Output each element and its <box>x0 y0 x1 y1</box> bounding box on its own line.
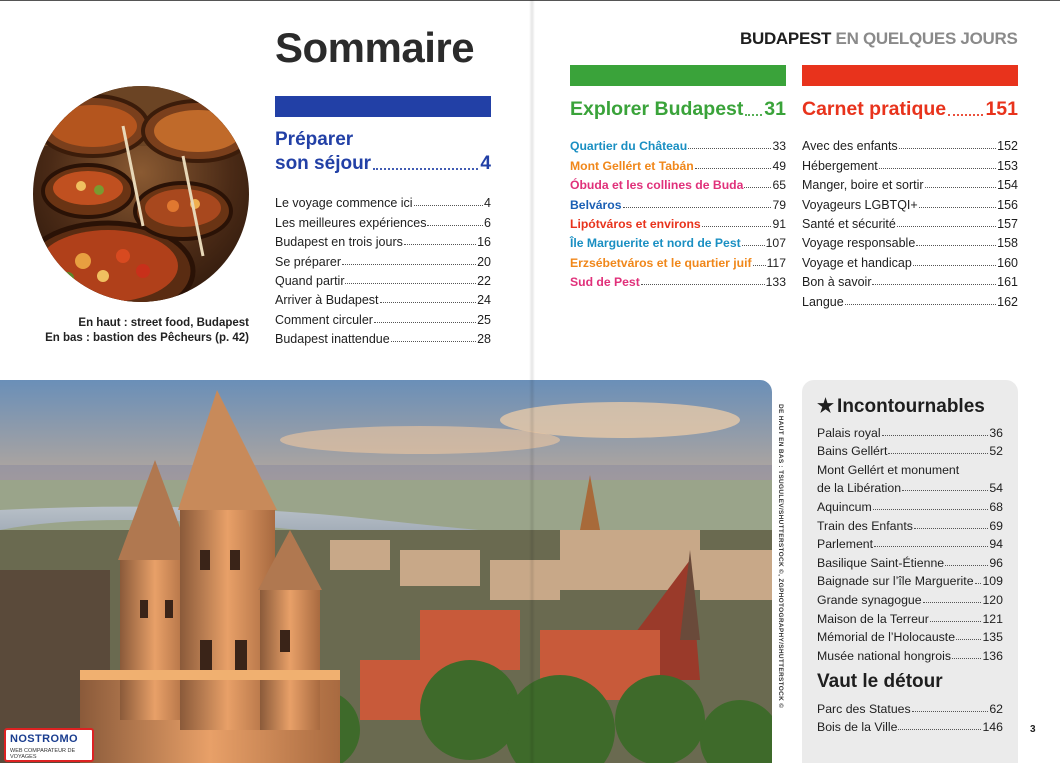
toc-entry[interactable] <box>802 289 1018 308</box>
toc-entry-page: 68 <box>989 499 1003 514</box>
toc-entry-page: 52 <box>989 444 1003 459</box>
dot-leader <box>374 322 476 323</box>
dot-leader <box>923 602 982 603</box>
toc-entry[interactable] <box>275 230 491 249</box>
toc-entry-label: Bois de la Ville <box>817 720 898 735</box>
dot-leader <box>744 187 771 188</box>
toc-entry-label: Mont Gellért et Tabán <box>570 158 694 173</box>
dot-leader <box>872 284 996 285</box>
toc-entry-label: Budapest en trois jours <box>275 235 403 250</box>
toc-entry[interactable] <box>817 551 1003 570</box>
page-number: 3 <box>1030 724 1036 735</box>
dot-leader <box>688 148 771 149</box>
toc-entry[interactable] <box>275 191 491 210</box>
toc-entry-label: Île Marguerite et nord de Pest <box>570 236 741 251</box>
toc-entry-erzsebetvaros[interactable] <box>570 250 786 269</box>
dot-leader <box>623 207 772 208</box>
dot-leader <box>925 187 997 188</box>
toc-entry-label: Parlement <box>817 537 874 552</box>
toc-entry-label: Comment circuler <box>275 312 373 327</box>
toc-entry-page: 62 <box>989 701 1003 716</box>
toc-entry-label: Mont Gellért et monument <box>817 462 960 477</box>
toc-entry[interactable] <box>275 249 491 268</box>
toc-entry[interactable] <box>802 231 1018 250</box>
street-food-photo <box>33 86 249 302</box>
toc-entry-label: Belváros <box>570 197 622 212</box>
toc-entry-label: Basilique Saint-Étienne <box>817 555 945 570</box>
dot-leader <box>404 244 476 245</box>
spread-fold <box>529 0 535 763</box>
toc-entry[interactable] <box>275 269 491 288</box>
star-icon: ★ <box>817 396 835 417</box>
dot-leader <box>898 729 981 730</box>
caption-line-bottom: En bas : bastion des Pêcheurs (p. 42) <box>45 332 249 344</box>
toc-entry-page: 36 <box>989 425 1003 440</box>
toc-list-incontournables <box>817 421 1003 663</box>
dot-leader <box>391 341 476 342</box>
toc-entry-label: Quand partir <box>275 273 345 288</box>
logo-name: NOSTROMO <box>10 733 78 745</box>
toc-entry-label-continued: de la Libération <box>817 481 902 496</box>
dot-leader <box>913 265 996 266</box>
toc-entry[interactable] <box>817 626 1003 645</box>
dot-leader <box>873 509 989 510</box>
toc-entry[interactable] <box>817 588 1003 607</box>
toc-entry-page: 65 <box>772 178 786 193</box>
toc-entry-label: Mémorial de l’Holocauste <box>817 630 956 645</box>
toc-entry-first-line[interactable] <box>817 458 1003 477</box>
toc-entry[interactable] <box>275 210 491 229</box>
section-page-number: 151 <box>985 98 1018 120</box>
dot-leader <box>874 546 988 547</box>
heading-line-1: Préparer <box>275 129 354 150</box>
toc-entry[interactable] <box>802 250 1018 269</box>
toc-entry-obuda[interactable] <box>570 173 786 192</box>
dot-leader <box>345 283 476 284</box>
toc-entry[interactable] <box>817 421 1003 440</box>
toc-entry-page: 79 <box>772 197 786 212</box>
toc-entry-label: Se préparer <box>275 254 342 269</box>
photo-credit <box>772 404 786 709</box>
toc-entry-label: Bon à savoir <box>802 275 872 290</box>
toc-entry-label: Parc des Statues <box>817 701 911 716</box>
page-title: Sommaire <box>275 24 475 71</box>
toc-entry[interactable] <box>817 440 1003 459</box>
toc-entry[interactable] <box>817 607 1003 626</box>
toc-entry-page: 154 <box>997 178 1018 193</box>
toc-entry-label: Palais royal <box>817 425 881 440</box>
toc-entry-page: 6 <box>484 215 491 230</box>
toc-entry-quartier-chateau[interactable] <box>570 134 786 153</box>
running-header-subtitle: EN QUELQUES JOURS <box>835 29 1018 48</box>
toc-entry-label: Bains Gellért <box>817 444 888 459</box>
toc-entry-page: 96 <box>989 555 1003 570</box>
dot-leader <box>845 304 996 305</box>
dot-leader <box>888 453 988 454</box>
toc-entry[interactable] <box>802 134 1018 153</box>
toc-entry-page: 4 <box>484 196 491 211</box>
toc-entry-page: 133 <box>765 275 786 290</box>
dot-leader <box>914 528 988 529</box>
toc-list-detour <box>817 697 1003 734</box>
toc-entry[interactable] <box>802 270 1018 289</box>
dot-leader <box>945 565 988 566</box>
toc-entry-belvaros[interactable] <box>570 192 786 211</box>
dot-leader <box>414 205 483 206</box>
dot-leader <box>373 168 478 170</box>
dot-leader <box>745 114 762 116</box>
dot-leader <box>902 490 988 491</box>
incontournables-heading <box>817 395 985 418</box>
toc-entry-page: 162 <box>997 294 1018 309</box>
toc-entry-page: 158 <box>997 236 1018 251</box>
toc-entry-label: Óbuda et les collines de Buda <box>570 178 744 193</box>
toc-entry[interactable] <box>802 173 1018 192</box>
toc-list-explorer <box>570 134 786 289</box>
toc-entry[interactable] <box>817 570 1003 589</box>
dot-leader <box>882 435 989 436</box>
section-heading-label: Explorer Budapest <box>570 98 744 120</box>
toc-entry-label: Erzsébetváros et le quartier juif <box>570 255 752 270</box>
dot-leader <box>897 226 996 227</box>
section-heading-label: Carnet pratique <box>802 98 947 120</box>
toc-entry-label: Arriver à Budapest <box>275 293 379 308</box>
dot-leader <box>695 168 772 169</box>
dot-leader <box>919 207 996 208</box>
dot-leader <box>952 658 981 659</box>
toc-entry-page: 117 <box>766 255 786 270</box>
toc-entry-page: 22 <box>477 273 491 288</box>
heading-line-2: son séjour <box>275 153 372 174</box>
toc-list-preparer <box>275 191 491 346</box>
incontournables-label: Incontournables <box>837 396 985 417</box>
dot-leader <box>879 168 996 169</box>
toc-entry[interactable] <box>817 533 1003 552</box>
toc-entry[interactable] <box>817 477 1003 496</box>
toc-entry-label: Santé et sécurité <box>802 216 896 231</box>
section-heading-explorer[interactable] <box>570 96 786 122</box>
toc-list-carnet <box>802 134 1018 309</box>
toc-entry[interactable] <box>275 288 491 307</box>
section-bar-blue <box>275 96 491 117</box>
toc-entry-page: 153 <box>997 158 1018 173</box>
toc-entry-page: 120 <box>982 592 1003 607</box>
toc-entry-page: 146 <box>982 720 1003 735</box>
dot-leader <box>380 302 477 303</box>
toc-entry-page: 54 <box>989 481 1003 496</box>
toc-entry-page: 157 <box>997 216 1018 231</box>
toc-entry[interactable] <box>817 697 1003 716</box>
toc-entry-page: 160 <box>997 255 1018 270</box>
dot-leader <box>956 639 981 640</box>
section-page-number: 31 <box>764 98 786 120</box>
dot-leader <box>975 583 982 584</box>
toc-entry-label: Avec des enfants <box>802 139 898 154</box>
toc-entry-page: 161 <box>997 275 1018 290</box>
toc-entry[interactable] <box>275 327 491 346</box>
toc-entry-page: 28 <box>477 332 491 347</box>
toc-entry[interactable] <box>802 153 1018 172</box>
section-page-number: 4 <box>480 153 491 174</box>
toc-entry[interactable] <box>817 495 1003 514</box>
toc-entry-page: 156 <box>997 197 1018 212</box>
toc-entry-label: Manger, boire et sortir <box>802 178 924 193</box>
toc-entry-page: 33 <box>772 139 786 154</box>
toc-entry-label: Voyageurs LGBTQI+ <box>802 197 918 212</box>
toc-entry-label: Voyage et handicap <box>802 255 912 270</box>
toc-entry-label: Hébergement <box>802 158 878 173</box>
fishermens-bastion-photo <box>0 380 772 763</box>
toc-entry-page: 49 <box>772 158 786 173</box>
dot-leader <box>912 711 989 712</box>
toc-entry-label: Musée national hongrois <box>817 648 951 663</box>
toc-entry-lipotvaros[interactable] <box>570 212 786 231</box>
toc-entry-label: Lipótváros et environs <box>570 216 701 231</box>
toc-entry-label: Baignade sur l’île Marguerite <box>817 574 974 589</box>
toc-entry-page: 135 <box>982 630 1003 645</box>
toc-entry-label: Aquincum <box>817 499 872 514</box>
toc-entry[interactable] <box>817 644 1003 663</box>
dot-leader <box>948 114 983 116</box>
toc-entry-label: Les meilleures expériences <box>275 215 427 230</box>
toc-entry-label: Maison de la Terreur <box>817 611 929 626</box>
running-header-city: BUDAPEST <box>740 29 832 48</box>
toc-entry-page: 107 <box>765 236 786 251</box>
toc-entry-label: Langue <box>802 294 844 309</box>
toc-entry-mont-gellert[interactable] <box>570 153 786 172</box>
section-bar-green <box>570 65 786 86</box>
toc-entry-label: Quartier du Château <box>570 139 688 154</box>
logo-tagline: WEB COMPARATEUR DE VOYAGES <box>10 748 76 760</box>
toc-entry-page: 69 <box>989 518 1003 533</box>
toc-entry-label: Train des Enfants <box>817 518 913 533</box>
toc-entry-page: 25 <box>477 312 491 327</box>
dot-leader <box>930 621 982 622</box>
toc-entry-page: 20 <box>477 254 491 269</box>
toc-entry[interactable] <box>802 212 1018 231</box>
detour-heading: Vaut le détour <box>817 671 943 692</box>
dot-leader <box>427 225 483 226</box>
dot-leader <box>753 265 766 266</box>
toc-entry-page: 109 <box>982 574 1003 589</box>
toc-entry[interactable] <box>275 307 491 326</box>
toc-entry-page: 121 <box>982 611 1003 626</box>
toc-entry-label: Grande synagogue <box>817 592 922 607</box>
dot-leader <box>342 264 476 265</box>
dot-leader <box>899 148 996 149</box>
toc-entry-page: 152 <box>997 139 1018 154</box>
nostromo-logo <box>4 728 94 762</box>
toc-entry[interactable] <box>817 716 1003 735</box>
dot-leader <box>742 245 765 246</box>
toc-entry[interactable] <box>817 514 1003 533</box>
toc-entry-label: Voyage responsable <box>802 236 916 251</box>
toc-entry-label: Le voyage commence ici <box>275 196 413 211</box>
toc-entry-page: 136 <box>982 648 1003 663</box>
toc-entry-label: Sud de Pest <box>570 275 640 290</box>
running-header <box>740 29 1017 49</box>
section-heading-carnet[interactable] <box>802 96 1018 122</box>
photo-caption <box>33 316 249 346</box>
toc-entry-sud-pest[interactable] <box>570 270 786 289</box>
toc-entry[interactable] <box>802 192 1018 211</box>
toc-entry-page: 24 <box>477 293 491 308</box>
photo-credit-text: DE HAUT EN BAS : TSUGULEV/SHUTTERSTOCK ©, ZGPHOTOGRAPHY/SHUTTERSTOCK © <box>777 404 784 709</box>
dot-leader <box>916 245 996 246</box>
toc-entry-page: 91 <box>772 216 786 231</box>
toc-entry-page: 94 <box>989 537 1003 552</box>
section-heading-preparer[interactable] <box>275 128 491 176</box>
caption-line-top: En haut : street food, Budapest <box>78 317 249 329</box>
dot-leader <box>702 226 772 227</box>
toc-entry-label: Budapest inattendue <box>275 332 390 347</box>
section-bar-red <box>802 65 1018 86</box>
toc-entry-page: 16 <box>477 235 491 250</box>
toc-entry-ile-marguerite[interactable] <box>570 231 786 250</box>
dot-leader <box>641 284 765 285</box>
